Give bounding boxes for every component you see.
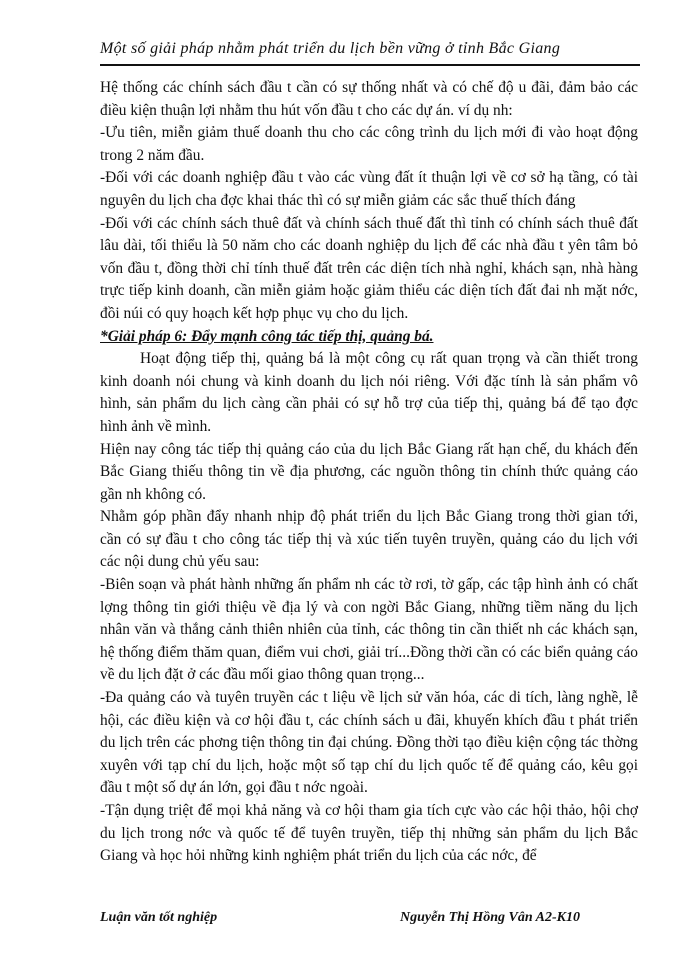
document-body [100,77,638,868]
section-heading: *Giải pháp 6: Đẩy mạnh công tác tiếp thị, quảng bá. [100,327,434,345]
page-header-title: Một số giải pháp nhằm phát triển du lịch bền vững ở tỉnh Bắc Giang [100,40,561,57]
body-paragraph: -Ưu tiên, miễn giảm thuế doanh thu cho các công trình du lịch mới đi vào hoạt động trong 2 năm đầu. [100,124,638,164]
body-paragraph: Nhằm góp phần đẩy nhanh nhịp độ phát triển du lịch Bắc Giang trong thời gian tới, cần có sự đầu t cho công tác tiếp thị và xúc tiến tuyên truyền, quảng cáo du lịch với các nội dung chủ yếu sau: [100,508,638,571]
body-paragraph: Hiện nay công tác tiếp thị quảng cáo của du lịch Bắc Giang rất hạn chế, du khách đến Bắc Giang thiếu thông tin về địa phương, các nguồn thông tin chính thức quảng cáo gần nh không có. [100,440,638,503]
body-paragraph: Hoạt động tiếp thị, quảng bá là một công cụ rất quan trọng và cần thiết trong kinh doanh nói chung và kinh doanh du lịch nói riêng. Với đặc tính là sản phẩm vô hình, sản phẩm du lịch càng cần phải có sự hỗ trợ của tiếp thị, quảng bá để tạo đợc hình ảnh về mình. [100,350,638,435]
body-paragraph: -Đa quảng cáo và tuyên truyền các t liệu về lịch sử văn hóa, các di tích, làng nghề, lễ hội, các điều kiện và cơ hội đầu t, các chính sách u đãi, khuyến khích đầu t phát triển du lịch trên các phơng tiện thông tin đại chúng. Đồng thời tạo điều kiện cộng tác thờng xuyên với tạp chí du lịch, hoặc một số tạp chí du lịch quốc tế để quảng cáo, kêu gọi đầu t một số dự án lớn, gọi đầu t nớc ngoài. [100,689,638,797]
body-paragraph: -Tận dụng triệt để mọi khả năng và cơ hội tham gia tích cực vào các hội thảo, hội chợ du lịch trong nớc và quốc tế để tuyên truyền, tiếp thị những sản phẩm du lịch Bắc Giang và học hỏi những kinh nghiệm phát triển du lịch của các nớc, để [100,802,638,865]
body-paragraph: -Đối với các doanh nghiệp đầu t vào các vùng đất ít thuận lợi về cơ sở hạ tầng, có tài nguyên du lịch cha đợc khai thác thì có sự miễn giảm các sắc thuế thích đáng [100,169,638,209]
body-paragraph: -Biên soạn và phát hành những ấn phẩm nh các tờ rơi, tờ gấp, các tập hình ảnh có chất lợng thông tin giới thiệu về địa lý và con ngời Bắc Giang, những tiềm năng du lịch nhân văn và thắng cảnh thiên nhiên của tỉnh, các thông tin cần thiết nh các khách sạn, hệ thống điểm thăm quan, điểm vui chơi, giải trí...Đồng thời cần có các biển quảng cáo về du lịch đặt ở các đầu mối giao thông quan trọng... [100,576,638,684]
footer-author: Nguyễn Thị Hồng Vân A2-K10 [400,910,580,925]
footer-thesis-label: Luận văn tốt nghiệp [100,910,218,925]
body-paragraph: Hệ thống các chính sách đầu t cần có sự thống nhất và có chế độ u đãi, đảm bảo các điều kiện thuận lợi nhằm thu hút vốn đầu t cho các dự án. ví dụ nh: [100,79,638,119]
body-paragraph: -Đối với các chính sách thuê đất và chính sách thuế đất thì tỉnh có chính sách thuê đất lâu dài, tối thiểu là 50 năm cho các doanh nghiệp du lịch để các nhà đầu t yên tâm bỏ vốn đầu t, đồng thời chỉ tính thuế đất trên các diện tích nhà nghỉ, khách sạn, nhà hàng trực tiếp kinh doanh, cần miễn giảm hoặc giảm thiểu các diện tích đất đai nh mặt nớc, đồi núi có quy hoạch kết hợp phục vụ cho du lịch. [100,214,638,322]
header-divider [100,64,640,66]
